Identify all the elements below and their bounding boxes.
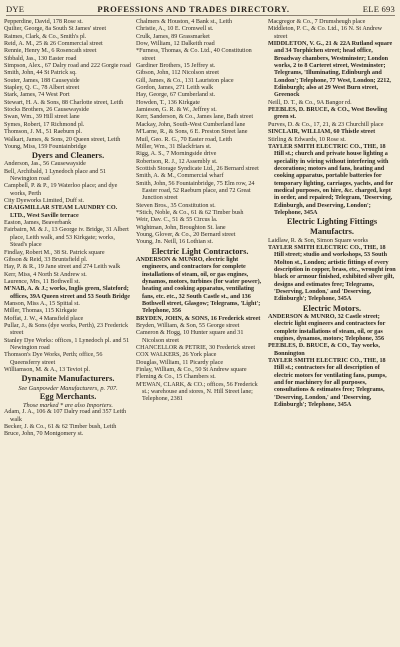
directory-entry: Young, Jn. Neill, 16 Lothian st. <box>136 239 213 246</box>
directory-entry: Steven Bros., 35 Constitution st. <box>136 202 216 209</box>
directory-entry: Muil, Geo. R. G., 70 Easter road, Leith <box>136 136 233 143</box>
section-heading: Egg Merchants. <box>39 391 97 401</box>
directory-entry-featured: CRAIGMILLAR STEAM LAUNDRY CO. LTD., West Saville terrace <box>4 205 118 219</box>
directory-entry: CHANCELLOR & PETRIE, 30 Frederick street <box>136 344 256 351</box>
directory-entry: Pullar, J., & Sons (dye works, Perth), 23 Frederick street <box>4 322 129 337</box>
directory-entry: Findlay, Robert M., 38 St. Patrick square <box>4 249 105 256</box>
directory-entry: Douglas, William, 11 Picardy place <box>136 359 224 366</box>
directory-entry-featured: BRYDEN, JOHN, & SONS, 16 Frederick street <box>136 315 261 322</box>
directory-entry: Macgregor & Co., 7 Drumsheugh place <box>268 19 366 25</box>
directory-entry: Christie, A., 10 E. Cromwell st. <box>136 26 214 33</box>
section-heading: Dynamite Manufacturers. <box>21 374 115 384</box>
directory-entry: Wightman, John, Broughton St. lane <box>136 224 226 231</box>
directory-entry: Stark, James, 74 West Port <box>4 92 70 99</box>
directory-entry-featured: TAYLER SMITH ELECTRIC CO., THE, 18 Hill st.; church and private house lighting a speciality in wiring without interfering with decorations; motors and fans, heating and cooking apparatus, portable batteries for temporary lighting, carriages, yachts, and for medical purposes, on hire, &c. charged, kept in order, and repaired; Telegram, 'Deserving, Edinburgh, and Deserving, London'; Telephone, 345A <box>268 143 393 216</box>
directory-entry: Gardiner Brothers, 15 Jeffrey st. <box>136 63 216 70</box>
directory-entry: Robertson, R. J., 12 Assembly st. <box>136 158 218 165</box>
directory-entry: Gibson, John, 112 Nicolson street <box>136 70 220 77</box>
directory-entry: Middleton, P. C., & Co. Ltd., 16 N. St Andrew street <box>268 26 383 40</box>
directory-entry: Miller, Wm., 31 Blackfriars st. <box>136 143 212 150</box>
directory-entry: Howden, T., 136 Kirkgate <box>136 99 200 106</box>
directory-entry-featured: TAYLER SMITH ELECTRIC CO., THE, 18 Hill street; studio and workshops, 53 South Molton st., London; artistic fittings of every description in copper, brass, etc., wrought iron black or armour finished, exhibited silver gilt, designs and estimates free; Telegrams, 'Deserving, London,' and 'Deserving, Edinburgh'; Telephone, 345A <box>268 245 396 303</box>
directory-entry: Swan, Wm., 39 Hill street lane <box>4 114 80 121</box>
section-note: Those marked * are also Importers. <box>22 402 114 410</box>
directory-entry-featured: ANDERSON & MUNRO, 32 Castle street; electric light engineers and contractors for complete installations of steam, oil, or gas engines, dynamos, motors; Telephone, 356 <box>268 313 386 343</box>
directory-entry: Williamson, M. & A., 13 Teviot pl. <box>4 367 91 374</box>
directory-entry: Walkart, James, & Sons, 20 Queen street, Leith <box>4 136 121 143</box>
directory-entry: Reid, A. M., 25 & 26 Commercial street <box>4 41 103 48</box>
columns <box>4 19 397 439</box>
directory-entry: Young, Miss, 159 Fountainbridge <box>4 143 87 150</box>
directory-entry: Kerr, Sanderson, & Co., James lane, Bath street <box>136 114 254 121</box>
directory-entry: Finlay, William, & Co., 50 St Andrew square <box>136 367 247 374</box>
directory-entry: Souter, James, 188 Causeyside <box>4 77 80 84</box>
directory-entry: Fairbairn, M. & J., 13 George iv. Bridge, 31 Albert place, Leith walk, and 53 Kirkgate; works, Stead's place <box>4 227 129 249</box>
directory-entry: Thomson, J. M., 51 Raeburn pl. <box>4 129 83 136</box>
column-1 <box>4 19 132 439</box>
directory-entry: Manson, Miss A., 15 Spittal st. <box>4 300 80 307</box>
directory-entry: Anderson, Jas., 56 Causewayside <box>4 161 86 168</box>
directory-entry: M'Larne, R., & Sons, 6 E. Preston Street lane <box>136 129 248 136</box>
directory-entry: Smith, John, 56 Fountainbridge, 75 Elm row, 24 Easter road, 52 Raeburn place, and 72 Great Junction street <box>136 180 255 202</box>
directory-entry: Scottish Storage Syndicate Ltd., 26 Bernard street <box>136 165 259 172</box>
directory-entry: Adam, J. A., 106 & 107 Dalry road and 357 Leith walk <box>4 409 127 423</box>
column-2 <box>136 19 264 439</box>
header-left: DYE <box>6 4 25 14</box>
directory-entry-featured: M'NAB, A. & J.; works, Inglis green, Slateford; offices, 39A Queen street and 53 South Bridge <box>4 286 130 300</box>
directory-entry: Stirling & Edwards, 10 Rose st. <box>268 136 346 143</box>
directory-entry: Symes, Robert, 17 Richmond pl. <box>4 121 85 128</box>
directory-entry: City Dyeworks Limited, Duff st. <box>4 198 85 205</box>
section-heading: Electric Light Contractors. <box>151 246 249 256</box>
directory-entry: Simpson, Alex., 67 Dalry road and 222 Gorgie road <box>4 63 131 70</box>
directory-entry: Quilter, George, 8a South St James' street <box>4 26 107 33</box>
directory-entry: Stocks Brothers, 26 Causewayside <box>4 107 89 114</box>
directory-entry: Stanley Dye Works: offices, 1 Lynedoch pl. and 51 Newington road <box>4 337 130 351</box>
column-3 <box>268 19 396 439</box>
directory-entry: Young, Glover, & Co., 20 Bernard street <box>136 231 236 238</box>
directory-entry: Gill, James, & Co., 131 Lauriston place <box>136 77 234 84</box>
directory-entry: Smith, John, 44 St Patrick sq. <box>4 70 77 77</box>
directory-entry: Stapley, Q. C., 78 Albert street <box>4 85 80 92</box>
section-heading: Dyers and Cleaners. <box>31 151 105 161</box>
directory-entry: Kerr, Miss, 4 North St Andrew st. <box>4 271 87 278</box>
directory-entry: Laidlaw, R. & Son, Simon Square works <box>268 237 369 244</box>
directory-entry-featured: PEEBLES, D. BRUCE, & CO., Tay works, Bonnington <box>268 343 380 357</box>
directory-entry: Fleming & Co., 15 Chambers st. <box>136 374 216 381</box>
directory-entry: Bryden, William, & Son, 55 George street <box>136 322 240 329</box>
directory-entry: Rigg, A. S., 7 Morningside drive <box>136 151 217 158</box>
directory-entry: Miller, Thomas, 115 Kirkgate <box>4 308 77 315</box>
directory-entry: *Furness, Thomas, & Co. Ltd., 40 Constitution street <box>136 48 252 62</box>
directory-entry: Chalmers & Houston, 4 Bank st., Leith <box>136 19 233 25</box>
directory-entry: Neill, D. T., & Co., 9A Bangor rd. <box>268 99 352 106</box>
directory-entry: Hay, George, 67 Cumberland st. <box>136 92 216 99</box>
directory-entry: COX WALKERS, 26 York place <box>136 352 217 359</box>
directory-entry-featured: ANDERSON & MUNRO, electric light engineers, and contractors for complete installations of steam, oil, or gas engines, dynamos, motors, turbines (for water power), heating and cooking apparatus, ventilating fans, etc. etc., 32 South Castle st., and 136 Bothwell street, Glasgow; Telegrams, 'Light'; Telephone, 356 <box>136 256 262 315</box>
directory-entry: Moffat, J. W., 4 Mansfield place <box>4 315 84 322</box>
directory-entry: Cameron & Hogg, 10 Hunter square and 31 Nicolson street <box>136 330 244 344</box>
directory-entry: Crulk, James, 89 Grassmarket <box>136 33 210 40</box>
directory-entry: Purves, D. & Co., 17, 21, & 23 Churchill place <box>268 121 384 128</box>
directory-entry-featured: PEEBLES, D. BRUCE, & CO., West Bowling green st. <box>268 107 388 121</box>
directory-entry: Pepperdine, David, 178 Rose st. <box>4 19 83 25</box>
page-header <box>6 4 395 16</box>
section-heading: Electric Motors. <box>302 303 362 313</box>
directory-entry: Sibbald, Jas., 130 Easter road <box>4 55 77 62</box>
directory-entry: Easton, James, Beaverbank <box>4 220 72 227</box>
directory-entry: Gordon, James, 271 Leith walk <box>136 85 214 92</box>
directory-entry: Laurence, Mrs, 11 Bothwell st. <box>4 278 81 285</box>
directory-entry: Thomson's Dye Works, Perth; office, 56 Queensferry street <box>4 352 103 366</box>
directory-entry-featured: TAYLER SMITH ELECTRIC CO., THE, 18 Hill st.; contractors for all description of electric motors for ventilating fans, pumps, and for machinery for all purposes, consultations & estimates free; Telegrams, 'Deserving, London,' and 'Deserving, Edinburgh'; Telephone, 345A <box>268 358 387 409</box>
directory-entry-featured: MIDDLETON, V. G., 21 & 22A Rutland square and 34 Torphichen street; head office, Broadway chambers, Westminster; London works, 2 to 8 Carteret street, Westminster; Telegrams, 'Illuminating, Edinburgh and London'; Telephone, 77 West, London; 2212, Edinburgh; also at 29 West Burn street, Greenock <box>268 41 393 99</box>
directory-entry: Dow, William, 12 Dalkeith road <box>136 41 215 48</box>
directory-entry: M'EWAN, CLARK, & CO.; offices, 56 Frederick st.; warehouse and stores, N. Hill Street lane; Telephone, 2381 <box>136 381 258 403</box>
directory-entry: Mackay, John, South-West Cumberland lane <box>136 121 246 128</box>
header-right: ELE 693 <box>362 4 395 14</box>
directory-entry: Weir, Dav. C., 51 & 55 Circus la. <box>136 217 218 224</box>
directory-entry-featured: SINCLAIR, WILLIAM, 60 Thistle street <box>268 129 376 136</box>
section-heading: Electric Lighting Fittings Manufactrs. <box>286 217 378 237</box>
directory-entry: Becker, J. & Co., 61 & 62 Timber bush, Leith <box>4 424 117 431</box>
directory-entry: Bruce, John, 70 Montgomery st. <box>4 431 84 438</box>
directory-entry: Bell, Archibald, 1 Lynedoch place and 51 Newington road <box>4 168 106 183</box>
directory-entry: *Stich, Noble, & Co., 61 & 62 Timber bush <box>136 209 244 216</box>
directory-entry: Raimes, Clark, & Co., Smith's pl. <box>4 33 87 40</box>
directory-entry: Campbell, P. & P., 19 Waterloo place; and dye works, Perth <box>4 183 118 197</box>
page-title: PROFESSIONS AND TRADES DIRECTORY. <box>97 4 290 14</box>
directory-entry: Smith, A. & M., Commercial wharf <box>136 173 224 180</box>
section-note: See Gunpowder Manufacturers, p. 707. <box>18 384 118 392</box>
directory-entry: Rennie, Henry M., 6 Rosencath street <box>4 48 97 55</box>
directory-entry: Gibson & Reid, 33 Bruntsfield pl. <box>4 256 88 263</box>
directory-entry: Jamieson, G. R. & W., Jeffrey st. <box>136 107 217 114</box>
directory-entry: Hay, P. & R., 19 Jane street and 274 Leith walk <box>4 264 121 271</box>
directory-entry: Stewart, H. A. & Sons, 88 Charlotte street, Leith <box>4 99 124 106</box>
